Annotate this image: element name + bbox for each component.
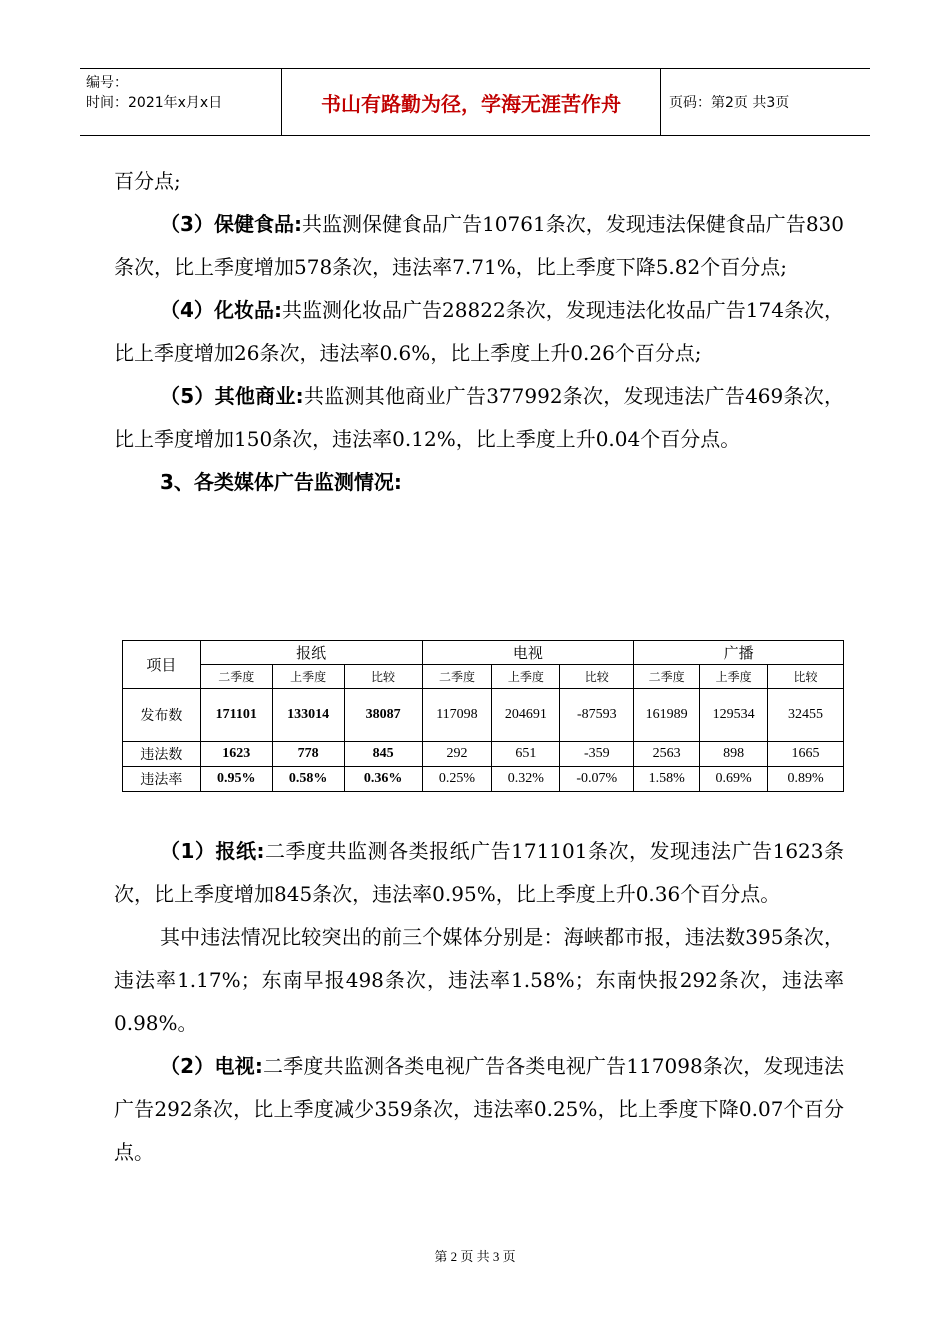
media-stats-table <box>122 640 844 792</box>
table-cell: 0.89% <box>768 767 844 792</box>
table-cell: 117098 <box>422 689 492 742</box>
paragraph-text: 二季度共监测各类电视广告各类电视广告117098条次，发现违法广告292条次，比上季度减少359条次，违法率0.25%，比上季度下降0.07个百分点。 <box>114 1054 844 1164</box>
table-cell: 161989 <box>634 689 700 742</box>
paragraph-cosmetics <box>114 289 844 375</box>
table-cell: 845 <box>344 742 422 767</box>
table-cell: -359 <box>560 742 634 767</box>
subheader: 上季度 <box>492 665 560 689</box>
subheader: 比较 <box>768 665 844 689</box>
table-cell: -87593 <box>560 689 634 742</box>
paragraph-label: （2）电视: <box>160 1054 263 1078</box>
paragraph-text: 共监测保健食品广告10761条次，发现违法保健食品广告830条次，比上季度增加578条次，违法率7.71%，比上季度下降5.82个百分点; <box>114 212 844 279</box>
table-cell: 133014 <box>272 689 344 742</box>
table-cell: 0.58% <box>272 767 344 792</box>
group-header: 报纸 <box>200 641 422 665</box>
group-header: 电视 <box>422 641 634 665</box>
paragraph-television <box>114 1045 844 1174</box>
table-cell: 32455 <box>768 689 844 742</box>
header-page-info: 页码：第2页 共3页 <box>669 95 790 111</box>
table-subheader-row <box>123 665 844 689</box>
header-meta <box>80 69 282 135</box>
table-cell: 38087 <box>344 689 422 742</box>
subheader: 二季度 <box>634 665 700 689</box>
page-header <box>80 68 870 136</box>
section-title: 3、各类媒体广告监测情况: <box>160 470 402 494</box>
subheader: 二季度 <box>200 665 272 689</box>
table-row <box>123 767 844 792</box>
row-label: 发布数 <box>123 689 201 742</box>
table-cell: 0.32% <box>492 767 560 792</box>
paragraph-label: （4）化妆品: <box>160 298 282 322</box>
paragraph-text: 二季度共监测各类报纸广告171101条次，发现违法广告1623条次，比上季度增加845条次，违法率0.95%，比上季度上升0.36个百分点。 <box>114 839 845 906</box>
page-footer: 第 2 页 共 3 页 <box>434 1249 516 1264</box>
table-cell: 778 <box>272 742 344 767</box>
table-cell: 292 <box>422 742 492 767</box>
table-cell: 651 <box>492 742 560 767</box>
table-cell: -0.07% <box>560 767 634 792</box>
paragraph-continued: 百分点; <box>114 169 181 193</box>
table-cell: 204691 <box>492 689 560 742</box>
body-bottom <box>114 830 844 1174</box>
row-label: 违法率 <box>123 767 201 792</box>
paragraph-health-food <box>114 203 844 289</box>
item-header: 项目 <box>123 641 201 689</box>
table-group-row <box>123 641 844 665</box>
row-label: 违法数 <box>123 742 201 767</box>
table-cell: 0.36% <box>344 767 422 792</box>
group-header: 广播 <box>634 641 844 665</box>
subheader: 比较 <box>344 665 422 689</box>
paragraph-text: 共监测其他商业广告377992条次，发现违法广告469条次，比上季度增加150条次，违法率0.12%，比上季度上升0.04个百分点。 <box>114 384 844 451</box>
paragraph-label: （1）报纸: <box>160 839 265 863</box>
table-cell: 129534 <box>700 689 768 742</box>
subheader: 二季度 <box>422 665 492 689</box>
table-cell: 0.95% <box>200 767 272 792</box>
table-cell: 0.69% <box>700 767 768 792</box>
table-cell: 898 <box>700 742 768 767</box>
table-cell: 2563 <box>634 742 700 767</box>
header-motto: 书山有路勤为径，学海无涯苦作舟 <box>282 69 661 135</box>
table-cell: 1.58% <box>634 767 700 792</box>
table-cell: 1623 <box>200 742 272 767</box>
paragraph-other-commerce <box>114 375 844 461</box>
table-cell: 171101 <box>200 689 272 742</box>
paragraph-text: 共监测化妆品广告28822条次，发现违法化妆品广告174条次，比上季度增加26条次，违法率0.6%，比上季度上升0.26个百分点; <box>114 298 844 365</box>
subheader: 上季度 <box>700 665 768 689</box>
table-cell: 0.25% <box>422 767 492 792</box>
paragraph-top-three-media: 其中违法情况比较突出的前三个媒体分别是：海峡都市报，违法数395条次，违法率1.17%；东南早报498条次，违法率1.58%；东南快报292条次，违法率0.98%。 <box>114 925 844 1035</box>
table-row <box>123 742 844 767</box>
subheader: 上季度 <box>272 665 344 689</box>
number-label: 编号： <box>86 75 128 91</box>
paragraph-newspaper <box>114 830 844 916</box>
paragraph-label: （5）其他商业: <box>160 384 304 408</box>
subheader: 比较 <box>560 665 634 689</box>
body-top <box>114 160 844 504</box>
paragraph-label: （3）保健食品: <box>160 212 302 236</box>
time-label: 时间：2021年x月x日 <box>86 95 223 111</box>
table-row <box>123 689 844 742</box>
table-cell: 1665 <box>768 742 844 767</box>
